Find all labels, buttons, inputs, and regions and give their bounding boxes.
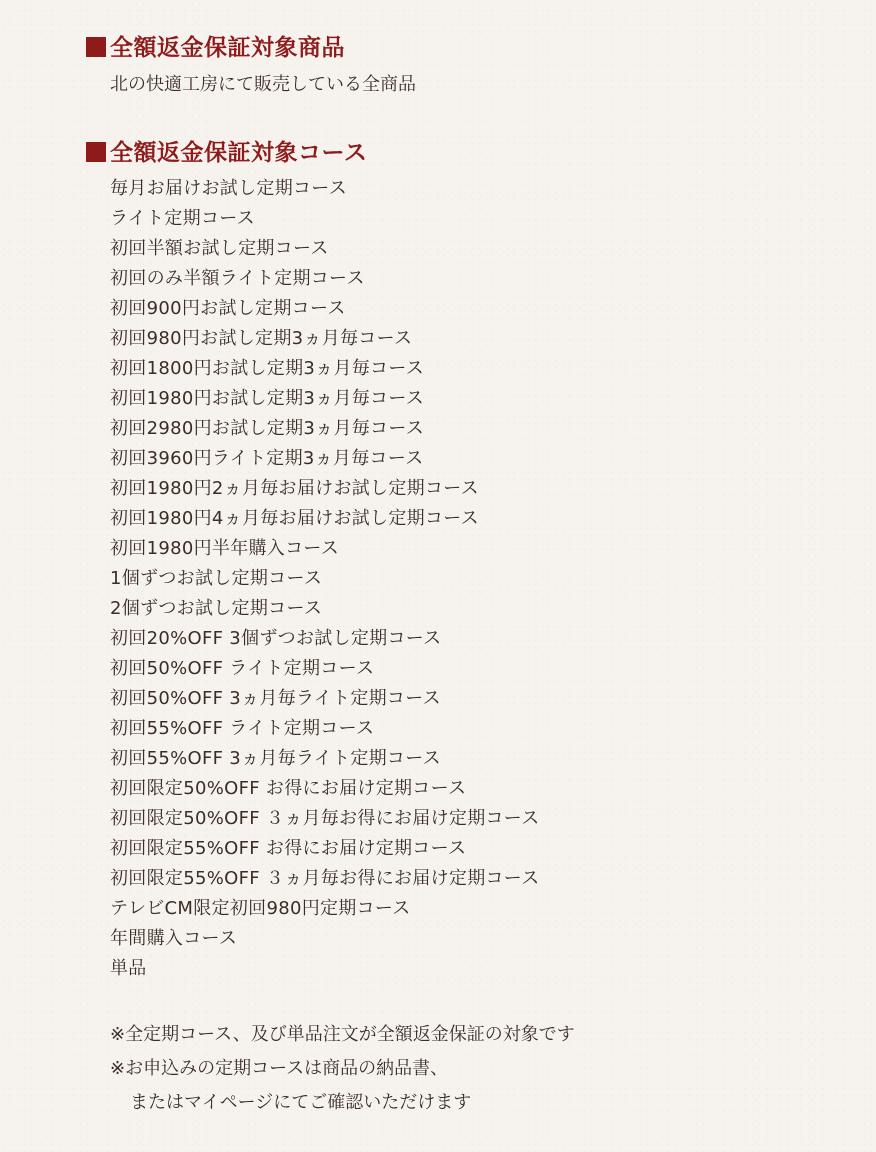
course-item: 初回55%OFF ライト定期コース [110, 718, 375, 739]
section-heading-courses-text: 全額返金保証対象コース [110, 140, 368, 166]
course-item: 初回1980円半年購入コース [110, 538, 340, 559]
note-eligibility: ※全定期コース、及び単品注文が全額返金保証の対象です [110, 1024, 575, 1045]
course-item: 初回20%OFF 3個ずつお試し定期コース [110, 628, 442, 649]
course-item: 初回50%OFF 3ヵ月毎ライト定期コース [110, 688, 441, 709]
section-heading-courses [86, 138, 367, 168]
notes [110, 1018, 575, 1120]
course-item: 初回1980円お試し定期3ヵ月毎コース [110, 388, 425, 409]
note-confirmation-line2: またはマイページにてご確認いただけます [130, 1092, 472, 1113]
square-bullet-icon [86, 142, 106, 162]
course-item: 初回限定55%OFF お得にお届け定期コース [110, 838, 467, 859]
course-item: 単品 [110, 958, 147, 979]
course-list [110, 174, 540, 984]
course-item: 2個ずつお試し定期コース [110, 598, 323, 619]
course-item: 年間購入コース [110, 928, 238, 949]
course-item: 初回900円お試し定期コース [110, 298, 346, 319]
course-item: 初回限定50%OFF ３ヵ月毎お得にお届け定期コース [110, 808, 540, 829]
note-confirmation-line1: ※お申込みの定期コースは商品の納品書、 [110, 1058, 449, 1079]
course-item: 1個ずつお試し定期コース [110, 568, 323, 589]
course-item: 初回980円お試し定期3ヵ月毎コース [110, 328, 413, 349]
course-item: 初回限定50%OFF お得にお届け定期コース [110, 778, 467, 799]
course-item: 初回55%OFF 3ヵ月毎ライト定期コース [110, 748, 441, 769]
square-bullet-icon [86, 37, 106, 57]
course-item: 初回1800円お試し定期3ヵ月毎コース [110, 358, 425, 379]
section-heading-products [86, 33, 345, 63]
course-item: 初回2980円お試し定期3ヵ月毎コース [110, 418, 425, 439]
section-heading-products-text: 全額返金保証対象商品 [110, 35, 345, 61]
course-item: 初回3960円ライト定期3ヵ月毎コース [110, 448, 424, 469]
course-item: 初回1980円4ヵ月毎お届けお試し定期コース [110, 508, 479, 529]
course-item: 初回1980円2ヵ月毎お届けお試し定期コース [110, 478, 479, 499]
course-item: 毎月お届けお試し定期コース [110, 178, 347, 199]
course-item: ライト定期コース [110, 208, 255, 229]
course-item: 初回限定55%OFF ３ヵ月毎お得にお届け定期コース [110, 868, 540, 889]
course-item: 初回50%OFF ライト定期コース [110, 658, 375, 679]
products-description: 北の快適工房にて販売している全商品 [110, 74, 416, 95]
course-item: テレビCM限定初回980円定期コース [110, 898, 411, 919]
course-item: 初回のみ半額ライト定期コース [110, 268, 365, 289]
course-item: 初回半額お試し定期コース [110, 238, 329, 259]
